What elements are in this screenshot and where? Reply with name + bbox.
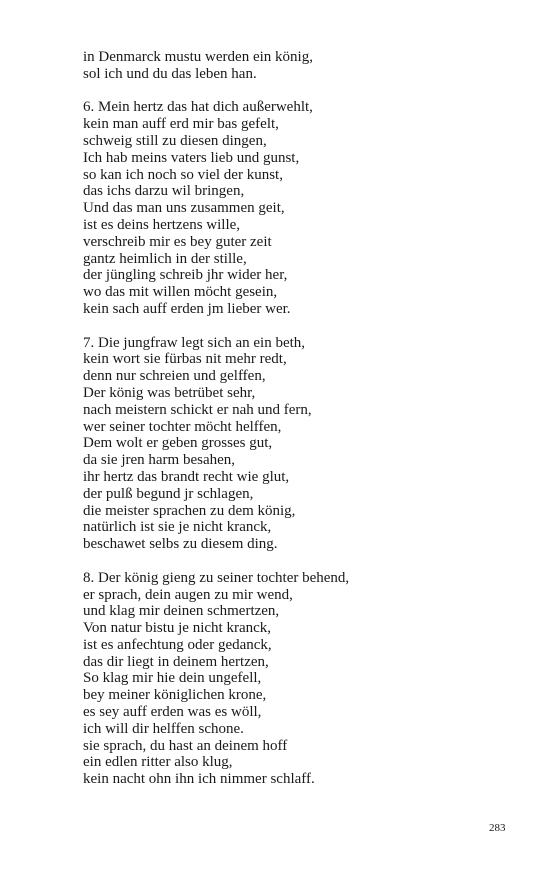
verse-line: denn nur schreien und gelffen,: [83, 368, 266, 385]
verse-line: der pulß begund jr schlagen,: [83, 485, 254, 502]
verse-line: bey meiner königlichen krone,: [83, 687, 267, 704]
verse-line: 7. Die jungfraw legt sich an ein beth,: [83, 334, 306, 351]
verse-line: Dem wolt er geben grosses gut,: [83, 435, 273, 452]
verse-line: ein edlen ritter also klug,: [83, 754, 233, 771]
verse-line: kein wort sie fürbas nit mehr redt,: [83, 351, 287, 368]
verse-line: kein sach auff erden jm lieber wer.: [83, 300, 291, 317]
stanza: [83, 335, 523, 553]
verse-line: ihr hertz das brandt recht wie glut,: [83, 468, 290, 485]
verse-line: in Denmarck mustu werden ein könig,: [83, 49, 313, 65]
verse-line: so kan ich noch so viel der kunst,: [83, 166, 283, 183]
verse-line: wer seiner tochter möcht helffen,: [83, 418, 282, 435]
verse-line: verschreib mir es bey guter zeit: [83, 233, 272, 250]
verse-line: kein nacht ohn ihn ich nimmer schlaff.: [83, 771, 315, 788]
verse-line: der jüngling schreib jhr wider her,: [83, 267, 288, 284]
stanza: [83, 570, 523, 788]
poem-body: [83, 49, 523, 805]
verse-line: So klag mir hie dein ungefell,: [83, 670, 262, 687]
verse-line: natürlich ist sie je nicht kranck,: [83, 519, 272, 536]
verse-line: sie sprach, du hast an deinem hoff: [83, 737, 288, 754]
stanza: [83, 49, 523, 83]
verse-line: nach meistern schickt er nah und fern,: [83, 401, 312, 418]
verse-line: sol ich und du das leben han.: [83, 65, 257, 82]
verse-line: ist es anfechtung oder gedanck,: [83, 636, 272, 653]
verse-line: schweig still zu diesen dingen,: [83, 132, 267, 149]
verse-line: es sey auff erden was es wöll,: [83, 704, 262, 721]
verse-line: da sie jren harm besahen,: [83, 452, 236, 469]
verse-line: beschawet selbs zu diesem ding.: [83, 536, 278, 553]
verse-line: gantz heimlich in der stille,: [83, 250, 247, 267]
verse-line: wo das mit willen möcht gesein,: [83, 284, 278, 301]
page-number: 283: [489, 822, 506, 834]
verse-line: Und das man uns zusammen geit,: [83, 200, 285, 217]
verse-line: er sprach, dein augen zu mir wend,: [83, 586, 293, 603]
verse-line: das ichs darzu wil bringen,: [83, 183, 245, 200]
verse-line: Von natur bistu je nicht kranck,: [83, 620, 272, 637]
verse-line: ist es deins hertzens wille,: [83, 216, 241, 233]
verse-line: das dir liegt in deinem hertzen,: [83, 653, 269, 670]
verse-line: 8. Der könig gieng zu seiner tochter behend,: [83, 569, 350, 586]
verse-line: die meister sprachen zu dem könig,: [83, 502, 296, 519]
verse-line: ich will dir helffen schone.: [83, 720, 244, 737]
verse-line: und klag mir deinen schmertzen,: [83, 603, 280, 620]
verse-line: kein man auff erd mir bas gefelt,: [83, 116, 279, 133]
stanza: [83, 99, 523, 317]
verse-line: 6. Mein hertz das hat dich außerwehlt,: [83, 99, 313, 116]
verse-line: Ich hab meins vaters lieb und gunst,: [83, 149, 300, 166]
verse-line: Der könig was betrübet sehr,: [83, 384, 256, 401]
